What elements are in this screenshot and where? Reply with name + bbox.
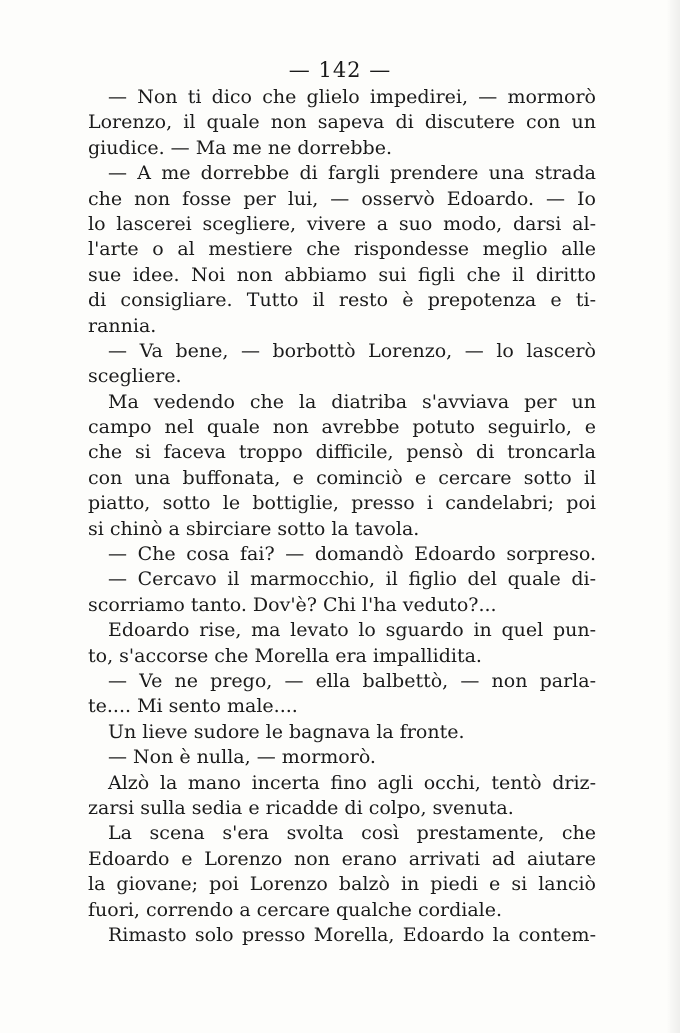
text-line: — A me dorrebbe di fargli prendere una strada [108, 162, 596, 185]
body-text [88, 85, 596, 948]
text-line: campo nel quale non avrebbe potuto seguirlo, e [88, 416, 596, 439]
text-line: Lorenzo, il quale non sapeva di discutere con un [88, 111, 596, 134]
text-line: te.... Mi sento male.... [88, 695, 298, 718]
text-line: Alzò la mano incerta fino agli occhi, tentò driz- [108, 771, 596, 794]
text-line: piatto, sotto le bottiglie, presso i candelabri; poi [88, 492, 596, 515]
text-line: — Va bene, — borbottò Lorenzo, — lo lascerò [108, 339, 596, 362]
text-line: to, s'accorse che Morella era impallidita. [88, 644, 482, 667]
text-line: scorriamo tanto. Dov'è? Chi l'ha veduto?... [88, 593, 497, 616]
text-line: lo lascerei scegliere, vivere a suo modo, darsi al- [88, 212, 596, 235]
text-line: giudice. — Ma me ne dorrebbe. [88, 136, 392, 159]
text-line: — Non ti dico che glielo impedirei, — mormorò [108, 86, 596, 108]
text-line: — Cercavo il marmocchio, il figlio del quale di- [108, 568, 596, 591]
text-line: Un lieve sudore le bagnava la fronte. [108, 720, 465, 743]
text-line: — Ve ne prego, — ella balbettò, — non parla- [108, 669, 596, 692]
text-line: — Che cosa fai? — domandò Edoardo sorpreso. [108, 543, 596, 566]
text-line: si chinò a sbirciare sotto la tavola. [88, 517, 420, 540]
text-line: la giovane; poi Lorenzo balzò in piedi e si lanciò [88, 873, 596, 896]
text-line: che si faceva troppo difficile, pensò di troncarla [88, 441, 596, 464]
text-line: sue idee. Noi non abbiamo sui figli che il diritto [88, 263, 596, 286]
text-line: La scena s'era svolta così prestamente, che [108, 822, 596, 845]
text-line: — Non è nulla, — mormorò. [108, 746, 376, 769]
text-line: Edoardo rise, ma levato lo sguardo in quel pun- [108, 619, 596, 642]
text-line: Ma vedendo che la diatriba s'avviava per un [108, 390, 596, 413]
text-line: l'arte o al mestiere che rispondesse meglio alle [88, 238, 596, 261]
text-line: rannia. [88, 314, 157, 337]
text-line: Rimasto solo presso Morella, Edoardo la contem- [108, 923, 596, 946]
text-line: zarsi sulla sedia e ricadde di colpo, svenuta. [88, 796, 514, 819]
text-line: Edoardo e Lorenzo non erano arrivati ad aiutare [88, 847, 596, 870]
page-number: — 142 — [288, 58, 392, 82]
text-line: fuori, correndo a cercare qualche cordiale. [88, 898, 503, 921]
text-line: di consigliare. Tutto il resto è prepotenza e ti- [88, 289, 596, 312]
text-line: che non fosse per lui, — osservò Edoardo. — Io [88, 187, 596, 210]
text-line: con una buffonata, e cominciò e cercare sotto il [88, 466, 596, 489]
page-edge-shadow [666, 0, 680, 1033]
text-line: scegliere. [88, 365, 182, 388]
